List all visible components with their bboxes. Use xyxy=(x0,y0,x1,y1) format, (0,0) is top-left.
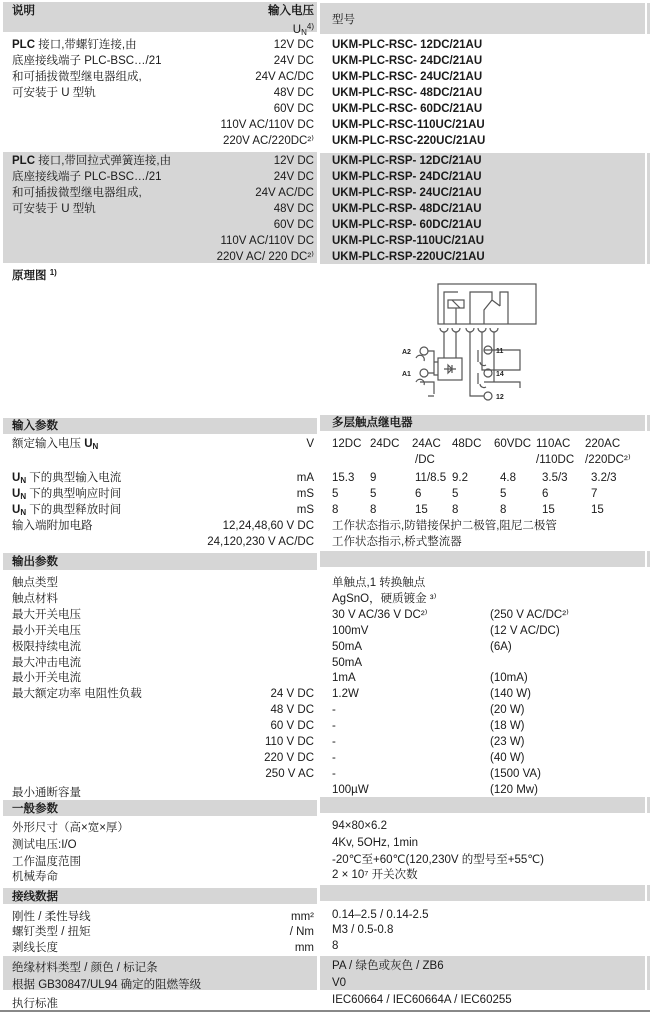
input-voltage: 12V DC xyxy=(273,39,314,51)
voltage-column-header: 12DC xyxy=(332,438,362,450)
input-voltage: 60V DC xyxy=(273,103,314,115)
input-param-unit: mA xyxy=(296,472,314,484)
input-param-value: 8 xyxy=(452,504,459,516)
rectifier-diode-icon xyxy=(444,365,456,373)
model-number: UKM-PLC-RSP- 48DC/21AU xyxy=(332,203,482,215)
general-param-value: -20℃至+60℃(120,230V 的型号至+55℃) xyxy=(332,854,544,866)
terminal-label-12: 12 xyxy=(496,394,504,401)
input-voltage: 24V AC/DC xyxy=(255,187,314,199)
general-param-label: 机械寿命 xyxy=(12,871,58,883)
input-voltage: 24V AC/DC xyxy=(255,71,314,83)
desc-text: 接口,带回拉式弹簧连接,由 xyxy=(35,155,172,167)
footnote: 4) xyxy=(306,22,314,31)
u-symbol: U xyxy=(292,24,302,36)
output-param-value: 30 V AC/36 V DC²⁾ xyxy=(332,608,428,621)
input-param-value: 8 xyxy=(332,504,339,516)
product-description-line xyxy=(12,154,171,168)
desc-text: 接口,带螺钉连接,由 xyxy=(35,39,137,51)
input-param-value: 5 xyxy=(370,488,377,500)
n-subscript: N xyxy=(20,508,27,517)
product-description-line: 可安装于 U 型轨 xyxy=(12,203,96,215)
general-header-band-right xyxy=(320,797,645,813)
wiring-param-label: 剥线长度 xyxy=(12,942,58,954)
input-param-value: 4.8 xyxy=(500,472,516,484)
input-voltage: 24V DC xyxy=(273,55,314,67)
input-param-value: 8 xyxy=(500,504,507,516)
input-param-value: 9.2 xyxy=(452,472,468,484)
wiring-param-value: M3 / 0.5-0.8 xyxy=(332,924,394,936)
output-param-value-alt: (10mA) xyxy=(490,672,528,685)
general-param-value: 4Kv, 5OHz, 1min xyxy=(332,837,419,849)
input-param-unit: mS xyxy=(296,488,314,500)
input-param-value: 5 xyxy=(500,488,507,500)
terminal-label-14: 14 xyxy=(496,371,504,378)
output-param-label: 最大开关电压 xyxy=(12,608,81,621)
model-number: UKM-PLC-RSC- 60DC/21AU xyxy=(332,103,483,115)
output-param-value: 1.2W xyxy=(332,688,359,701)
output-param-value: 1mA xyxy=(332,672,356,685)
header-description: 说明 xyxy=(12,5,35,17)
n-subscript: N xyxy=(20,492,27,501)
material-param-value: PA / 绿色或灰色 / ZB6 xyxy=(332,960,444,972)
output-header-band-right xyxy=(320,551,645,567)
material-param-value: V0 xyxy=(332,977,347,989)
output-param-value-alt: (20 W) xyxy=(490,704,525,717)
u-symbol: U xyxy=(12,472,21,484)
schematic-title-text: 原理图 xyxy=(12,270,50,282)
input-param-unit: mS xyxy=(296,504,314,516)
output-param-unit: 24 V DC xyxy=(270,688,314,701)
terminal-label-a1: A1 xyxy=(402,371,411,378)
material-param-label: 根据 GB30847/UL94 确定的阻燃等级 xyxy=(12,979,202,991)
model-number: UKM-PLC-RSC- 48DC/21AU xyxy=(332,87,483,99)
output-param-unit: 48 V DC xyxy=(270,704,314,717)
input-voltage: 220V AC/220DC²⁾ xyxy=(222,135,314,147)
relay-housing xyxy=(438,284,536,324)
input-voltage: 220V AC/ 220 DC²⁾ xyxy=(216,251,314,263)
output-param-value-alt: (12 V AC/DC) xyxy=(490,624,560,637)
general-param-label: 外形尺寸（高×宽×厚） xyxy=(12,822,129,834)
input-right-title: 多层触点继电器 xyxy=(332,417,413,429)
output-param-unit: 60 V DC xyxy=(270,720,314,733)
model-number: UKM-PLC-RSC-110UC/21AU xyxy=(332,119,485,131)
voltage-column-header: 220AC xyxy=(585,438,621,450)
voltage-column-header-line2: /110DC xyxy=(536,454,575,466)
input-param-value: 6 xyxy=(415,488,422,500)
output-param-label: 触点材料 xyxy=(12,592,58,605)
wiring-param-label: 螺钉类型 / 扭矩 xyxy=(12,926,91,938)
terminal-12 xyxy=(484,392,492,400)
terminal-sockets xyxy=(440,328,498,332)
voltage-column-header: 48DC xyxy=(452,438,482,450)
schematic-diagram xyxy=(360,270,560,410)
terminal-a2 xyxy=(420,347,428,355)
voltage-column-header: 110AC xyxy=(536,438,571,450)
voltage-column-header: 24DC xyxy=(370,438,400,450)
model-number: UKM-PLC-RSC-220UC/21AU xyxy=(332,135,486,147)
input-circuit-voltage: 12,24,48,60 V DC xyxy=(222,520,314,532)
model-number: UKM-PLC-RSP-110UC/21AU xyxy=(332,235,485,247)
output-param-label: 最小开关电压 xyxy=(12,624,81,637)
model-number: UKM-PLC-RSC- 24UC/21AU xyxy=(332,71,483,83)
standard-value: IEC60664 / IEC60664A / IEC60255 xyxy=(332,994,512,1006)
input-circuit-voltage: 24,120,230 V AC/DC xyxy=(207,536,314,548)
input-param-value: 3.5/3 xyxy=(542,472,568,484)
model-number: UKM-PLC-RSC- 12DC/21AU xyxy=(332,39,483,51)
material-param-label: 绝缘材料类型 / 颜色 / 标记条 xyxy=(12,962,158,974)
output-param-unit: 220 V DC xyxy=(264,751,314,764)
schematic-title xyxy=(12,266,57,283)
input-section-title: 输入参数 xyxy=(12,420,58,432)
product-description-line: 可安装于 U 型轨 xyxy=(12,87,96,99)
output-param-label: 最小通断容量 xyxy=(12,786,81,799)
terminal-label-11: 11 xyxy=(496,348,504,355)
output-param-value: 50mA xyxy=(332,656,363,669)
wiring-param-value: 0.14–2.5 / 0.14-2.5 xyxy=(332,909,429,921)
output-param-value: - xyxy=(332,767,336,780)
voltage-column-header: 24AC xyxy=(412,438,441,450)
output-param-label: 极限持续电流 xyxy=(12,640,81,653)
general-param-value: 94×80×6.2 xyxy=(332,820,388,832)
input-param-label xyxy=(12,487,121,504)
output-param-value: - xyxy=(332,736,336,748)
input-voltage: 110V AC/110V DC xyxy=(220,235,314,247)
output-param-unit: 110 V DC xyxy=(264,736,314,748)
u-symbol: U xyxy=(12,504,21,516)
input-param-value: 9 xyxy=(370,472,377,484)
output-param-value: 100mV xyxy=(332,624,369,637)
input-circuit-value: 工作状态指示,防错接保护二极管,阻尼二极管 xyxy=(332,520,557,532)
input-param-value: 15.3 xyxy=(332,472,355,484)
model-number: UKM-PLC-RSP-220UC/21AU xyxy=(332,251,485,263)
rated-voltage-unit: V xyxy=(306,438,314,450)
wiring-param-unit: mm xyxy=(294,942,314,954)
output-param-value-alt: (6A) xyxy=(490,640,512,653)
wiring-section-title: 接线数据 xyxy=(12,891,58,903)
general-param-value: 2 × 10⁷ 开关次数 xyxy=(332,869,418,881)
output-param-label: 最小开关电流 xyxy=(12,672,81,685)
output-param-value: 单触点,1 转换触点 xyxy=(332,577,426,589)
wiring-param-unit: mm² xyxy=(291,911,314,923)
output-param-value-alt: (1500 VA) xyxy=(490,767,541,780)
label-text: 额定输入电压 xyxy=(12,438,85,450)
input-param-value: 11/8.5 xyxy=(415,472,447,484)
plc-label: PLC xyxy=(12,155,35,167)
output-param-value: - xyxy=(332,704,336,717)
n-subscript: N xyxy=(92,442,99,451)
general-param-label: 工作温度范围 xyxy=(12,856,81,868)
header-band-right xyxy=(320,3,645,34)
output-param-value: AgSnO，硬质镀金 ³⁾ xyxy=(332,592,437,605)
voltage-column-header: 60VDC xyxy=(494,438,532,450)
wiring-param-unit: / Nm xyxy=(289,926,314,938)
model-number: UKM-PLC-RSP- 24UC/21AU xyxy=(332,187,482,199)
output-section-title: 输出参数 xyxy=(12,556,58,568)
terminal-label-a2: A2 xyxy=(402,349,411,356)
input-param-value: 15 xyxy=(415,504,428,516)
output-param-unit: 250 V AC xyxy=(265,767,314,780)
output-param-value-alt: (40 W) xyxy=(490,751,525,764)
header-model: 型号 xyxy=(332,14,355,26)
header-input-voltage: 输入电压 xyxy=(268,5,314,17)
output-param-label: 最大额定功率 电阻性负载 xyxy=(12,688,142,701)
general-section-title: 一般参数 xyxy=(12,803,58,815)
input-param-value: 15 xyxy=(591,504,604,516)
label-text: 下的典型响应时间 xyxy=(26,488,122,500)
label-text: 下的典型释放时间 xyxy=(26,504,122,516)
input-voltage: 110V AC/110V DC xyxy=(220,119,314,131)
standard-label: 执行标准 xyxy=(12,998,58,1010)
model-number: UKM-PLC-RSP- 60DC/21AU xyxy=(332,219,482,231)
general-param-label: 测试电压:I/O xyxy=(12,839,77,851)
model-number: UKM-PLC-RSC- 24DC/21AU xyxy=(332,55,483,67)
voltage-column-header-line2: /DC xyxy=(415,454,435,466)
product-description-line xyxy=(12,38,137,52)
output-param-value: - xyxy=(332,751,336,764)
output-param-value-alt: (23 W) xyxy=(490,736,525,748)
output-param-value-alt: (250 V AC/DC²⁾ xyxy=(490,608,569,621)
wiring-param-label: 刚性 / 柔性导线 xyxy=(12,911,91,923)
header-un xyxy=(293,20,314,40)
input-voltage: 48V DC xyxy=(273,203,314,215)
product-description-line: 底座接线端子 PLC-BSC…/21 xyxy=(12,55,162,67)
output-param-value-alt: (120 Mw) xyxy=(490,783,538,796)
input-param-label xyxy=(12,471,121,488)
u-symbol: U xyxy=(12,488,21,500)
rated-voltage-label xyxy=(12,437,98,454)
input-param-value: 5 xyxy=(332,488,339,500)
n-subscript: N xyxy=(301,28,307,37)
n-subscript: N xyxy=(20,476,27,485)
label-text: 下的典型输入电流 xyxy=(26,472,122,484)
input-voltage: 12V DC xyxy=(273,155,314,167)
model-number: UKM-PLC-RSP- 12DC/21AU xyxy=(332,155,482,167)
product-description-line: 底座接线端子 PLC-BSC…/21 xyxy=(12,171,162,183)
input-param-value: 5 xyxy=(452,488,459,500)
product-description-line: 和可插拔微型继电器组成, xyxy=(12,187,142,199)
output-param-label: 触点类型 xyxy=(12,577,58,589)
input-circuit-value: 工作状态指示,桥式整流器 xyxy=(332,536,462,548)
input-param-value: 8 xyxy=(370,504,377,516)
output-param-value-alt: (140 W) xyxy=(490,688,531,701)
input-param-value: 15 xyxy=(542,504,555,516)
input-param-value: 6 xyxy=(542,488,549,500)
input-voltage: 24V DC xyxy=(273,171,314,183)
output-param-value: 100µW xyxy=(332,783,369,796)
terminal-a1 xyxy=(420,369,428,377)
voltage-column-header-line2: /220DC²⁾ xyxy=(585,454,631,466)
output-param-value: - xyxy=(332,720,336,733)
product-description-line: 和可插拔微型继电器组成, xyxy=(12,71,142,83)
wiring-param-value: 8 xyxy=(332,940,339,952)
wiring-header-band-right xyxy=(320,885,645,901)
output-param-value-alt: (18 W) xyxy=(490,720,525,733)
input-param-value: 7 xyxy=(591,488,598,500)
input-param-label xyxy=(12,503,121,520)
plc-label: PLC xyxy=(12,39,35,51)
output-param-value: 50mA xyxy=(332,640,363,653)
footnote: 1) xyxy=(49,268,57,277)
input-voltage: 48V DC xyxy=(273,87,314,99)
input-param-value: 3.2/3 xyxy=(591,472,617,484)
input-circuit-label: 输入端附加电路 xyxy=(12,520,93,532)
u-symbol: U xyxy=(84,438,93,450)
input-voltage: 60V DC xyxy=(273,219,314,231)
model-number: UKM-PLC-RSP- 24DC/21AU xyxy=(332,171,482,183)
output-param-label: 最大冲击电流 xyxy=(12,656,81,669)
